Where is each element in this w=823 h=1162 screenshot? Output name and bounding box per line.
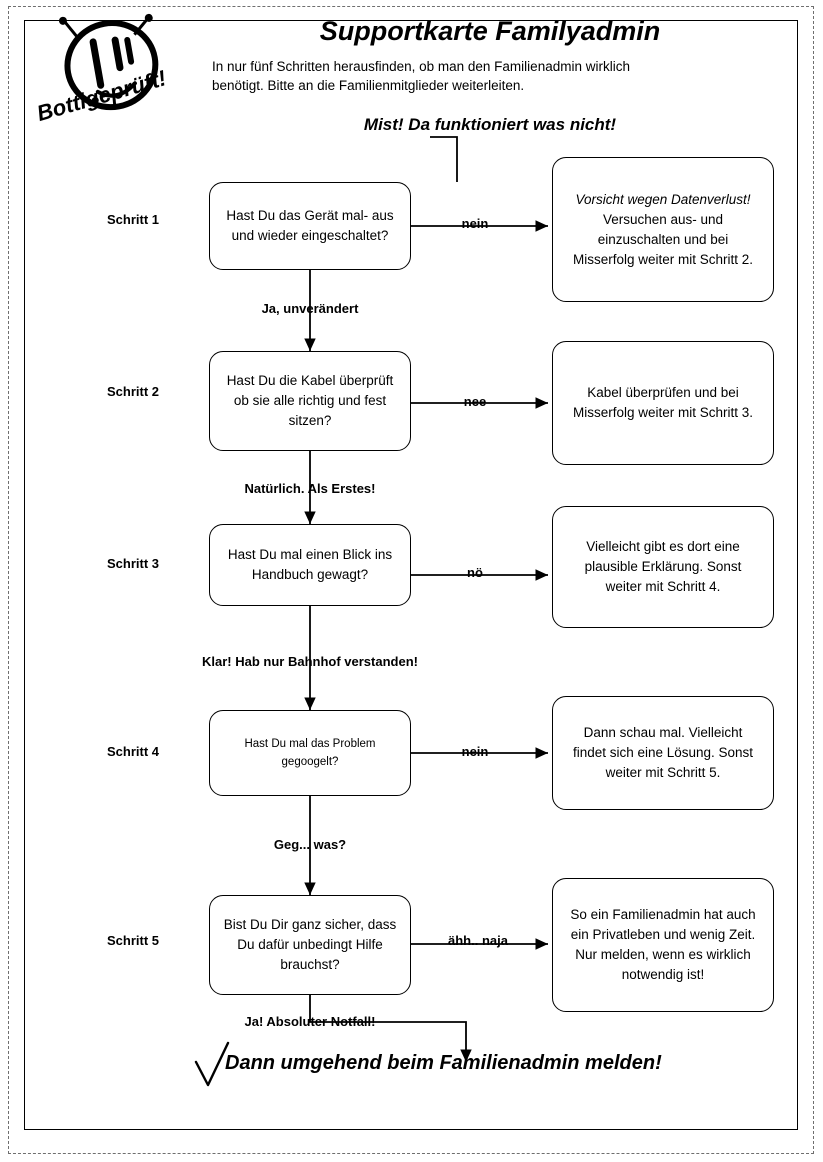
page-title: Supportkarte Familyadmin <box>319 16 661 46</box>
answer-label-1: nein <box>461 216 489 231</box>
advice-box-1 <box>552 157 774 302</box>
advice-box-2: Kabel überprüfen und bei Misserfolg weiter mit Schritt 3. <box>552 341 774 465</box>
question-box-4: Hast Du mal das Problem gegoogelt? <box>209 710 411 796</box>
answer-label-3: nö <box>467 565 483 580</box>
advice-box-5: So ein Familienadmin hat auch ein Privatleben und wenig Zeit. Nur melden, wenn es wirklich notwendig ist! <box>552 878 774 1012</box>
page-tagline: Mist! Da funktioniert was nicht! <box>363 115 617 134</box>
answer-label-5: ähh.. naja <box>448 933 508 948</box>
question-box-3: Hast Du mal einen Blick ins Handbuch gewagt? <box>209 524 411 606</box>
conclusion-text: Dann umgehend beim Familienadmin melden! <box>225 1052 662 1074</box>
step-label-3: Schritt 3 <box>106 556 159 571</box>
logo <box>28 8 208 148</box>
logo-text: Bottigeprüft! <box>34 65 169 127</box>
step-label-5: Schritt 5 <box>106 933 159 948</box>
step-label-1: Schritt 1 <box>106 212 159 227</box>
step-label-4: Schritt 4 <box>106 744 159 759</box>
advice-box-3: Vielleicht gibt es dort eine plausible Erklärung. Sonst weiter mit Schritt 4. <box>552 506 774 628</box>
advice-box-1-line1: Vorsicht wegen Datenverlust! <box>575 191 751 207</box>
answer-label-4: nein <box>461 744 489 759</box>
question-box-5: Bist Du Dir ganz sicher, dass Du dafür unbedingt Hilfe brauchst? <box>209 895 411 995</box>
transition-label-2: Natürlich. Als Erstes! <box>244 481 376 496</box>
transition-label-3: Klar! Hab nur Bahnhof verstanden! <box>202 654 418 669</box>
transition-label-4: Geg... was? <box>273 837 347 852</box>
page-subtitle: In nur fünf Schritten herausfinden, ob man den Familienadmin wirklich benötigt. Bitte an die Familienmitglieder weiterleiten. <box>212 59 630 93</box>
step-label-2: Schritt 2 <box>106 384 159 399</box>
answer-label-2: nee <box>463 394 487 409</box>
question-box-2: Hast Du die Kabel überprüft ob sie alle richtig und fest sitzen? <box>209 351 411 451</box>
question-box-1: Hast Du das Gerät mal- aus und wieder eingeschaltet? <box>209 182 411 270</box>
advice-box-1-rest: Versuchen aus- und einzuschalten und bei Misserfolg weiter mit Schritt 2. <box>572 211 754 267</box>
transition-label-5: Ja! Absoluter Notfall! <box>244 1014 376 1029</box>
advice-box-4: Dann schau mal. Vielleicht findet sich eine Lösung. Sonst weiter mit Schritt 5. <box>552 696 774 810</box>
transition-label-1: Ja, unverändert <box>261 301 359 316</box>
